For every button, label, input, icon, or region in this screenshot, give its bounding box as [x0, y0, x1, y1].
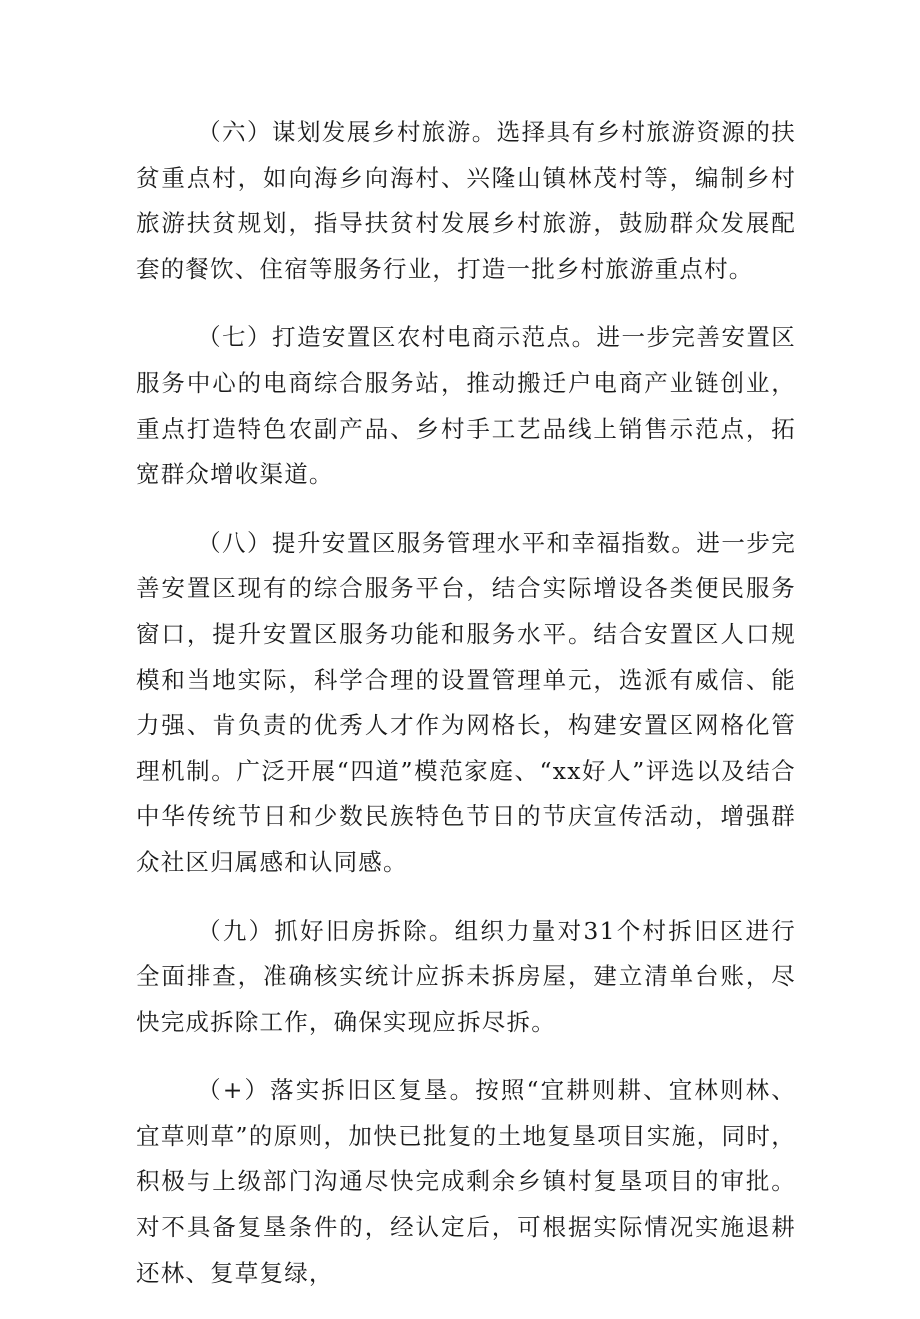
- paragraph-ecommerce-demo: （七）打造安置区农村电商示范点。进一步完善安置区服务中心的电商综合服务站，推动搬迁户电商产业链创业，重点打造特色农副产品、乡村手工艺品线上销售示范点，拓宽群众增收渠道。: [136, 323, 796, 489]
- paragraph-rural-tourism: （六）谋划发展乡村旅游。选择具有乡村旅游资源的扶贫重点村，如向海乡向海村、兴隆山镇林茂村等，编制乡村旅游扶贫规划，指导扶贫村发展乡村旅游，鼓励群众发展配套的餐饮、住宿等服务行业，打造一批乡村旅游重点村。: [136, 118, 796, 283]
- paragraph-land-reclamation: （+）落实拆旧区复垦。按照“宜耕则耕、宜林则林、宜草则草”的原则，加快已批复的土地复垦项目实施，同时，积极与上级部门沟通尽快完成剩余乡镇村复垦项目的审批。对不具备复垦条件的，经认定后，可根据实际情况实施退耕还林、复草复绿，: [136, 1076, 796, 1287]
- document-body: [136, 110, 796, 1319]
- paragraph-old-house-demolition: （九）抓好旧房拆除。组织力量对31个村拆旧区进行全面排查，准确核实统计应拆未拆房屋，建立清单台账，尽快完成拆除工作，确保实现应拆尽拆。: [136, 916, 796, 1036]
- paragraph-service-management: （八）提升安置区服务管理水平和幸福指数。进一步完善安置区现有的综合服务平台，结合实际增设各类便民服务窗口，提升安置区服务功能和服务水平。结合安置区人口规模和当地实际，科学合理的设置管理单元，选派有威信、能力强、肯负责的优秀人才作为网格长，构建安置区网格化管理机制。广泛开展“四道”模范家庭、“xx好人”评选以及结合中华传统节日和少数民族特色节日的节庆宣传活动，增强群众社区归属感和认同感。: [136, 528, 796, 876]
